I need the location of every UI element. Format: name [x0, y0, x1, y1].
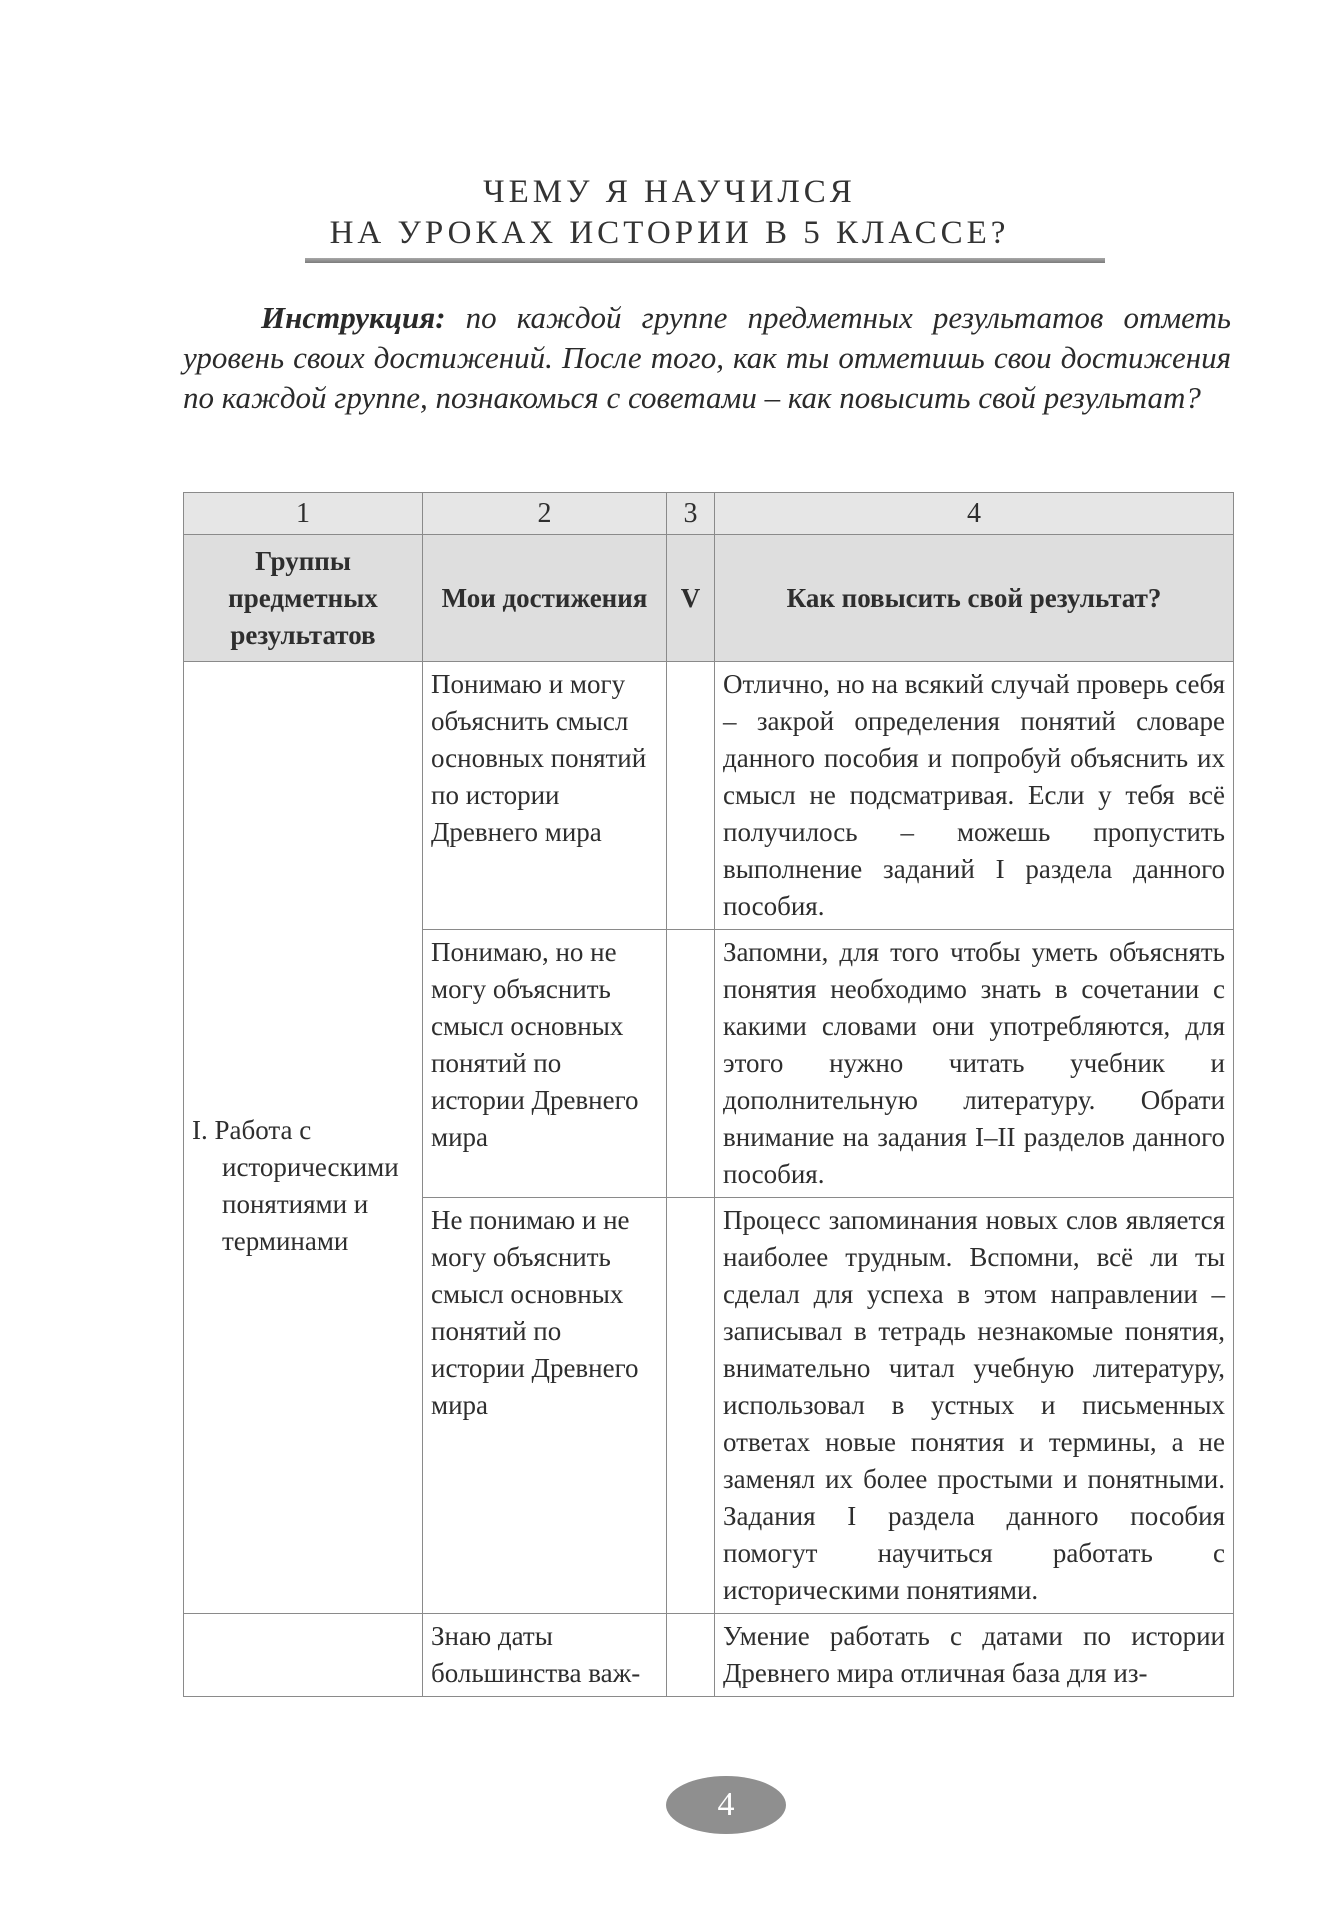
- mark-cell[interactable]: [667, 1198, 715, 1614]
- instruction-lead: Инструкция:: [261, 300, 446, 335]
- column-number-row: [184, 493, 1234, 535]
- achievement-cell: Понимаю, но не могу объяснить смысл основных понятий по истории Древнего мира: [423, 930, 667, 1198]
- table-row: [184, 1614, 1234, 1697]
- table-header-row: [184, 535, 1234, 662]
- group-cell: [184, 1614, 423, 1697]
- column-number: 3: [667, 493, 715, 535]
- advice-cell: Процесс запоминания новых слов является наиболее трудным. Вспомни, всё ли ты сделал для успеха в этом направлении – записывал в тетрадь незнакомые понятия, внимательно читал учебную литературу, использовал в устных и письменных ответах новые понятия и термины, а не заменял их более простыми и понятными. Задания I раздела данного пособия помогут научиться работать с историческими понятиями.: [715, 1198, 1234, 1614]
- group-label: I. Работа с историческими понятиями и терминами: [192, 1114, 399, 1256]
- header-mark: V: [667, 535, 715, 662]
- achievement-cell: Понимаю и могу объяснить смысл основных понятий по истории Древнего мира: [423, 662, 667, 930]
- title-line-1: ЧЕМУ Я НАУЧИЛСЯ: [483, 174, 856, 210]
- mark-cell[interactable]: [667, 1614, 715, 1697]
- page-number: 4: [666, 1776, 786, 1834]
- page-title: [0, 172, 1339, 254]
- group-cell: [184, 662, 423, 1614]
- column-number: 1: [184, 493, 423, 535]
- achievement-cell: Не понимаю и не могу объяснить смысл основных понятий по истории Древнего мира: [423, 1198, 667, 1614]
- header-achievements: Мои достижения: [423, 535, 667, 662]
- title-line-2: НА УРОКАХ ИСТОРИИ В 5 КЛАССЕ?: [329, 215, 1010, 251]
- advice-cell: Умение работать с датами по истории Древнего мира отличная база для из-: [715, 1614, 1234, 1697]
- header-groups: Группы предметных результатов: [184, 535, 423, 662]
- achievement-cell: Знаю даты большинства важ-: [423, 1614, 667, 1697]
- results-table: [183, 492, 1234, 1697]
- advice-cell: Отлично, но на всякий случай проверь себя – закрой определения понятий словаре данного пособия и попробуй объяснить их смысл не подсматривая. Если у тебя всё получилось – можешь пропустить выполнение заданий I раздела данного пособия.: [715, 662, 1234, 930]
- title-underline: [305, 258, 1105, 263]
- instruction-paragraph: [183, 298, 1231, 418]
- column-number: 4: [715, 493, 1234, 535]
- advice-cell: Запомни, для того чтобы уметь объяснять понятия необходимо знать в сочетании с какими словами они употребляются, для этого нужно читать учебник и дополнительную литературу. Обрати внимание на задания I–II разделов данного пособия.: [715, 930, 1234, 1198]
- mark-cell[interactable]: [667, 930, 715, 1198]
- header-advice: Как повысить свой результат?: [715, 535, 1234, 662]
- table-row: [184, 662, 1234, 930]
- column-number: 2: [423, 493, 667, 535]
- mark-cell[interactable]: [667, 662, 715, 930]
- instruction-text: по каждой группе предметных результатов отметь уровень своих достижений. После того, как ты отметишь свои достижения по каждой группе, познакомься с советами – как повысить свой результат?: [183, 300, 1231, 415]
